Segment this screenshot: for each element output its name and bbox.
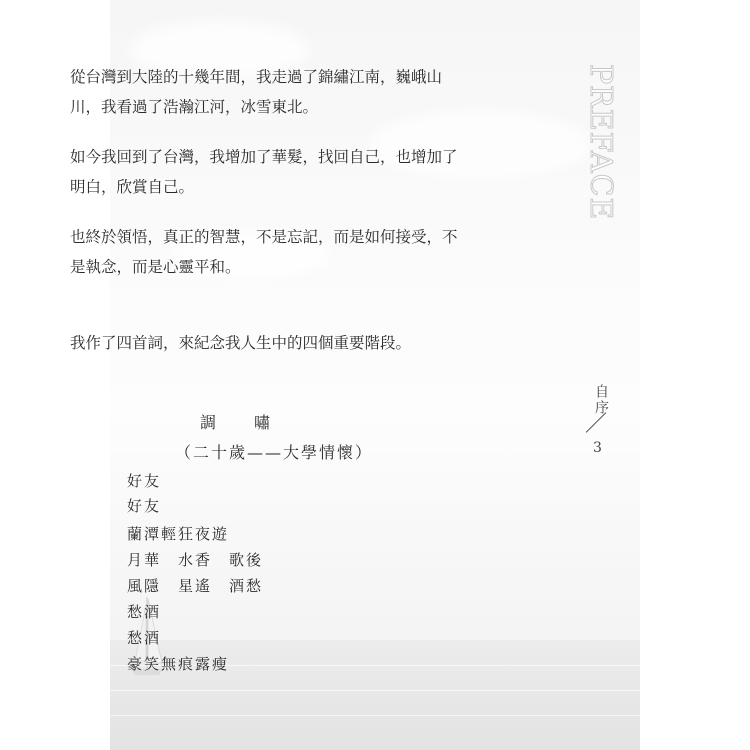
poem-line: 蘭潭輕狂夜遊 [127, 525, 230, 543]
wave-line [110, 715, 640, 716]
poem-line: 好友 [127, 472, 162, 490]
poem-line: 愁酒 [127, 629, 162, 647]
poem-subtitle: （二十歲——大學情懷） [175, 443, 374, 462]
poem-title: 調嘯 [200, 413, 309, 432]
poem-line: 風隱 星遙 酒愁 [127, 577, 264, 595]
preface-paragraph-4: 我作了四首詞，來紀念我人生中的四個重要階段。 [70, 334, 412, 352]
poem-line: 好友 [127, 497, 162, 515]
chapter-label: 自序 [593, 384, 609, 416]
preface-paragraph-3: 也終於領悟，真正的智慧，不是忘記，而是如何接受，不是執念，而是心靈平和。 [70, 228, 458, 276]
page-number: 3 [593, 440, 602, 456]
poem-line: 愁酒 [127, 603, 162, 621]
preface-watermark: PREFACE [583, 64, 618, 221]
poem-line: 豪笑無痕露瘦 [127, 655, 230, 673]
preface-paragraph-1: 從台灣到大陸的十幾年間，我走過了錦繡江南，巍峨山川，我看過了浩瀚江河，冰雪東北。 [70, 68, 443, 116]
wave-line [110, 690, 640, 691]
preface-paragraph-2: 如今我回到了台灣，我增加了華髮，找回自己，也增加了明白，欣賞自己。 [70, 148, 458, 196]
poem-line: 月華 水香 歌後 [127, 551, 264, 569]
